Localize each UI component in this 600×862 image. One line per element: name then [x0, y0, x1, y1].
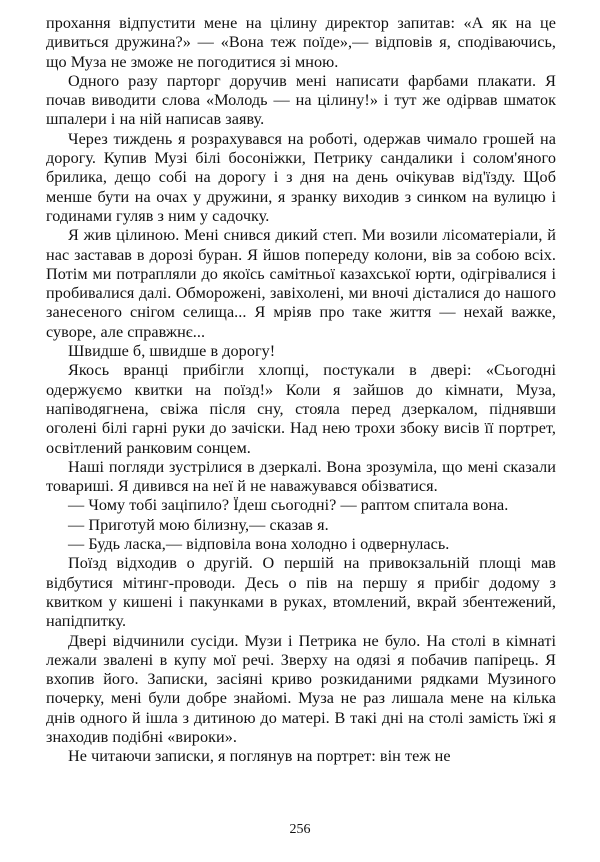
paragraph-13: Не читаючи записки, я поглянув на портрет: він теж не	[68, 747, 451, 766]
paragraph-3: Через тиждень я розрахувався на роботі, одержав чимало грошей на дорогу. Купив Музі білі босоніжки, Петрику сандалики і солом'яного брилика, дещо собі на дорогу і з дня на день очікував від'їзду. Щоб менше бути на очах у дружини, я зранку виходив з синком на вулицю і годинами гуляв з ним у садочку.	[46, 129, 556, 225]
paragraph-1: прохання відпустити мене на цілину директор запитав: «А як на це дивиться дружина?» — «Вона теж поїде»,— відповів я, сподіваючись, що Муза не зможе не погодитися зі мною.	[46, 14, 556, 71]
paragraph-7: Наші погляди зустрілися в дзеркалі. Вона зрозуміла, що мені сказали товариші. Я дивився на неї й не наважувався обізватися.	[46, 457, 556, 496]
paragraph-12: Двері відчинили сусіди. Музи і Петрика не було. На столі в кімнаті лежали звалені в купу мої речі. Зверху на одязі я побачив папірець. Я вхопив його. Записки, засіяні криво розкиданими рядками Музиного почерку, мені були добре знайомі. Муза не раз лишала мене на кілька днів одного й ішла з дитиною до матері. В такі дні на столі замість їжі я знаходив подібні «вироки».	[46, 631, 556, 746]
paragraph-2: Одного разу парторг доручив мені написати фарбами плакати. Я почав виводити слова «Молодь — на цілину!» і тут же одірвав шматок шпалери і на ній написав заяву.	[46, 71, 556, 129]
paragraph-9: — Приготуй мою білизну,— сказав я.	[68, 515, 329, 534]
paragraph-4: Я жив цілиною. Мені снився дикий степ. Ми возили лісоматеріали, й нас заставав в дорозі буран. Я йшов попереду колони, вів за собою всіх. Потім ми потрапляли до якоїсь самітньої казахської юрти, одігрівалися і пробивалися далі. Обморожені, завіхолені, ми вночі дісталися до нашого занесеного снігом селища... Я мріяв про таке життя — нехай важке, суворе, але справжнє...	[46, 226, 556, 341]
body-text	[46, 14, 556, 767]
paragraph-10: — Будь ласка,— відповіла вона холодно і одвернулась.	[68, 535, 450, 554]
paragraph-6: Якось вранці прибігли хлопці, постукали в двері: «Сьогодні одержуємо квитки на поїзд!» Коли я зайшов до кімнати, Муза, напіводягнена, свіжа після сну, стояла перед дзеркалом, піднявши оголені білі гарні руки до зачіски. Над нею трохи збоку висів її портрет, освітлений ранковим сонцем.	[46, 361, 556, 457]
paragraph-8: — Чому тобі заціпило? Їдеш сьогодні? — раптом спитала вона.	[68, 496, 509, 515]
paragraph-5: Швидше б, швидше в дорогу!	[68, 342, 276, 361]
page-number: 256	[289, 822, 311, 837]
paragraph-11: Поїзд відходив о другій. О першій на привокзальній площі мав відбутися мітинг-проводи. Десь о пів на першу я прибіг додому з квитком у кишені і пакунками в руках, втомлений, вкрай збентежений, напідпитку.	[46, 554, 556, 631]
